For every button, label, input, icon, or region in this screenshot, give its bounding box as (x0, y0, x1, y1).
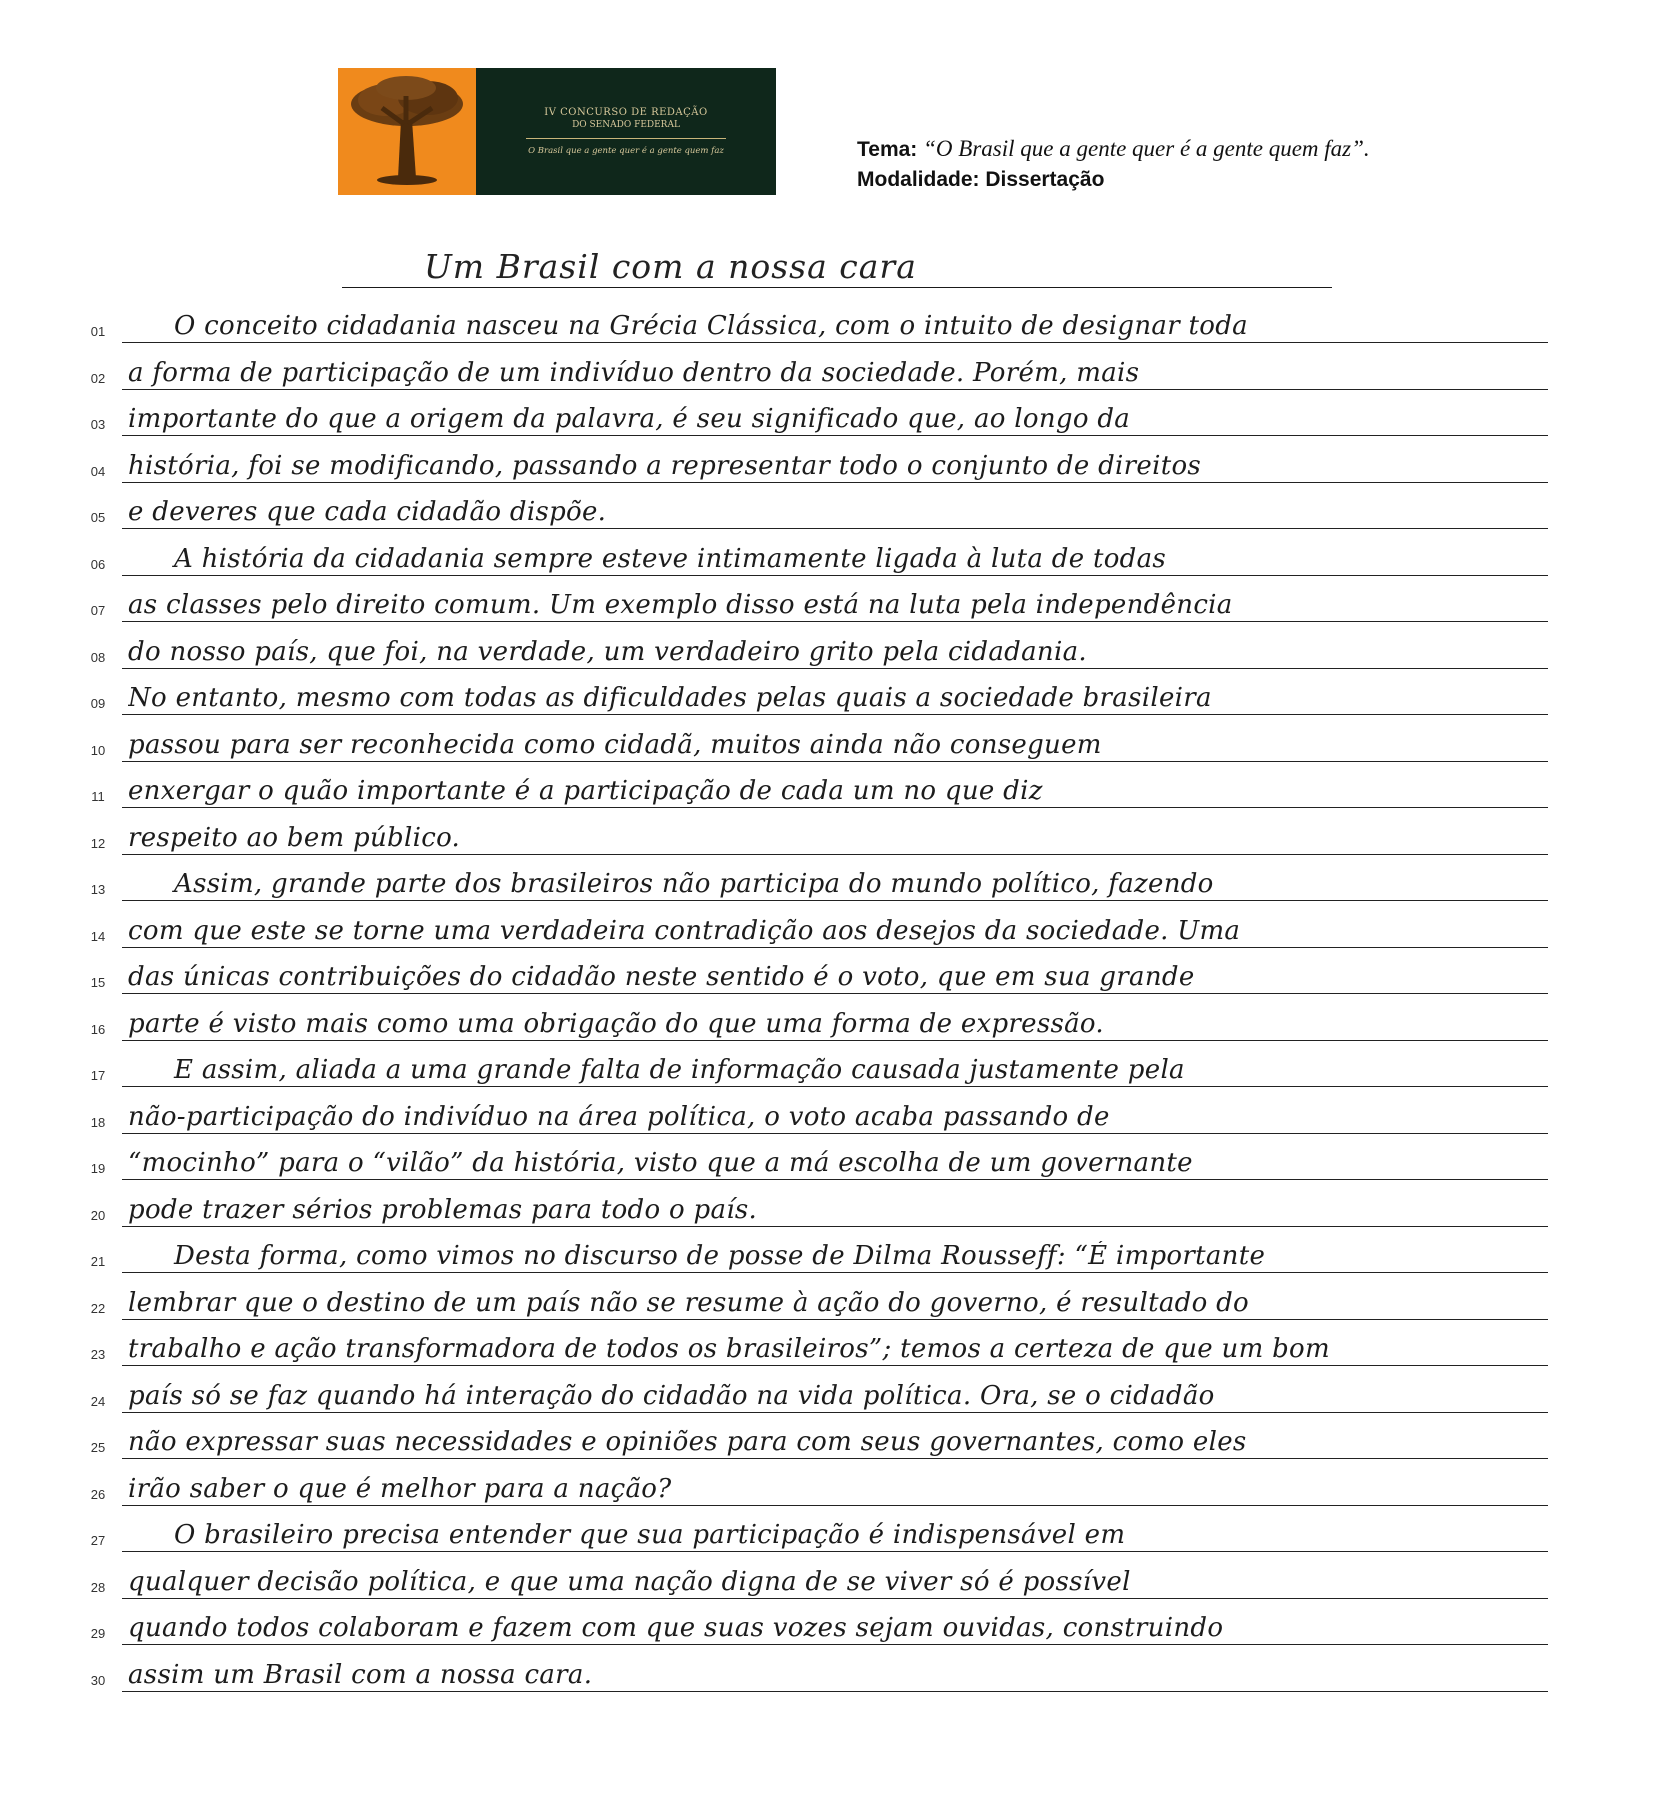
line-number: 19 (90, 1161, 106, 1176)
line-text: A história da cidadania sempre esteve intimamente ligada à luta de todas (174, 543, 1167, 574)
essay-line (78, 483, 1548, 530)
line-text: E assim, aliada a uma grande falta de informação causada justamente pela (174, 1055, 1185, 1085)
essay-line (78, 715, 1548, 762)
line-number: 09 (90, 696, 106, 711)
line-number: 10 (90, 742, 106, 758)
line-text: Desta forma, como vimos no discurso de posse de Dilma Rousseff: “É importante (174, 1241, 1266, 1271)
essay-line (78, 669, 1548, 716)
line-number: 17 (90, 1068, 106, 1083)
ruled-line (122, 1691, 1548, 1692)
line-text: O conceito cidadania nasceu na Grécia Clássica, com o intuito de designar toda (174, 311, 1248, 341)
line-number: 05 (90, 510, 106, 525)
logo-text-panel (476, 68, 776, 195)
line-number: 02 (90, 370, 106, 386)
essay-line (78, 1459, 1548, 1506)
line-text: parte é visto mais como uma obrigação do que uma forma de expressão. (128, 1008, 1104, 1039)
line-text: do nosso país, que foi, na verdade, um verdadeiro grito pela cidadania. (128, 636, 1087, 667)
essay-line (78, 1041, 1548, 1088)
logo-slogan: O Brasil que a gente quer é a gente quem faz (528, 146, 724, 156)
line-text: qualquer decisão política, e que uma nação digna de se viver só é possível (128, 1566, 1131, 1597)
line-text: não expressar suas necessidades e opiniões para com seus governantes, como eles (128, 1427, 1247, 1457)
line-text: O brasileiro precisa entender que sua participação é indispensável em (174, 1520, 1126, 1550)
essay-line (78, 529, 1548, 576)
line-text: quando todos colaboram e fazem com que suas vozes sejam ouvidas, construindo (128, 1613, 1224, 1643)
essay-line (78, 1227, 1548, 1274)
line-number: 03 (90, 417, 106, 432)
essay-line (78, 901, 1548, 948)
line-text: as classes pelo direito comum. Um exemplo disso está na luta pela independência (128, 590, 1233, 620)
essay-line (78, 1366, 1548, 1413)
contest-logo (338, 68, 776, 195)
essay-line (78, 1506, 1548, 1553)
line-text: com que este se torne uma verdadeira contradição aos desejos da sociedade. Uma (128, 915, 1241, 946)
line-number: 14 (90, 928, 106, 944)
essay-line (78, 436, 1548, 483)
line-number: 21 (90, 1254, 106, 1269)
line-text: “mocinho” para o “vilão” da história, visto que a má escolha de um governante (128, 1148, 1193, 1178)
line-number: 16 (90, 1021, 106, 1037)
line-text: importante do que a origem da palavra, é seu significado que, ao longo da (128, 404, 1131, 434)
theme-label: Tema: (857, 138, 918, 161)
line-number: 11 (91, 789, 105, 804)
line-text: enxergar o quão importante é a participação de cada um no que diz (128, 776, 1043, 806)
essay-title-line (342, 240, 1332, 288)
line-number: 18 (90, 1114, 106, 1130)
essay-line (78, 808, 1548, 855)
essay-line (78, 762, 1548, 809)
essay-line (78, 855, 1548, 902)
line-number: 26 (90, 1486, 106, 1502)
line-text: não-participação do indivíduo na área política, o voto acaba passando de (128, 1101, 1110, 1132)
essay-line (78, 1087, 1548, 1134)
line-text: assim um Brasil com a nossa cara. (128, 1659, 593, 1690)
line-number: 04 (90, 463, 106, 479)
logo-divider (526, 138, 726, 139)
line-text: história, foi se modificando, passando a representar todo o conjunto de direitos (128, 450, 1202, 481)
modality-line: Modalidade: Dissertação (857, 168, 1105, 191)
essay-line (78, 1273, 1548, 1320)
logo-line-2: DO SENADO FEDERAL (572, 120, 680, 130)
line-number: 15 (90, 975, 106, 990)
line-text: a forma de participação de um indivíduo dentro da sociedade. Porém, mais (128, 357, 1140, 388)
essay-line (78, 343, 1548, 390)
line-text: país só se faz quando há interação do cidadão na vida política. Ora, se o cidadão (128, 1380, 1215, 1411)
line-text: lembrar que o destino de um país não se resume à ação do governo, é resultado do (128, 1287, 1249, 1318)
essay-line (78, 576, 1548, 623)
essay-line (78, 1180, 1548, 1227)
tree-logo-icon (338, 68, 476, 195)
essay-title: Um Brasil com a nossa cara (424, 247, 917, 286)
essay-line (78, 994, 1548, 1041)
line-number: 08 (90, 649, 106, 665)
essay-line (78, 1645, 1548, 1692)
line-text: pode trazer sérios problemas para todo o país. (128, 1194, 758, 1225)
line-number: 06 (90, 556, 106, 572)
logo-line-1: IV CONCURSO DE REDAÇÃO (544, 107, 708, 118)
line-number: 30 (90, 1672, 106, 1688)
line-number: 23 (90, 1347, 106, 1362)
line-text: Assim, grande parte dos brasileiros não participa do mundo político, fazendo (174, 869, 1214, 899)
line-number: 01 (90, 324, 106, 339)
essay-line (78, 1134, 1548, 1181)
line-number: 22 (90, 1300, 106, 1316)
essay-line (78, 1320, 1548, 1367)
line-number: 07 (90, 603, 106, 618)
essay-line (78, 390, 1548, 437)
line-number: 25 (90, 1440, 106, 1455)
line-number: 29 (90, 1626, 106, 1641)
essay-line (78, 1552, 1548, 1599)
line-number: 28 (90, 1579, 106, 1595)
line-text: das únicas contribuições do cidadão neste sentido é o voto, que em sua grande (128, 962, 1195, 992)
line-text: trabalho e ação transformadora de todos os brasileiros”; temos a certeza de que um bom (128, 1334, 1330, 1364)
line-number: 12 (90, 835, 106, 851)
essay-line (78, 622, 1548, 669)
line-number: 27 (90, 1533, 106, 1548)
line-text: irão saber o que é melhor para a nação? (128, 1473, 672, 1504)
line-text: passou para ser reconhecida como cidadã, muitos ainda não conseguem (128, 729, 1102, 760)
essay-line (78, 948, 1548, 995)
line-text: No entanto, mesmo com todas as dificuldades pelas quais a sociedade brasileira (128, 683, 1212, 713)
line-number: 13 (90, 882, 106, 897)
essay-line (78, 1599, 1548, 1646)
essay-line (78, 1413, 1548, 1460)
theme-value: “O Brasil que a gente quer é a gente quem faz”. (923, 136, 1370, 161)
theme-line (857, 136, 1370, 162)
essay-line (78, 297, 1548, 344)
line-number: 24 (90, 1393, 106, 1409)
line-number: 20 (90, 1207, 106, 1223)
line-text: respeito ao bem público. (128, 822, 461, 853)
line-text: e deveres que cada cidadão dispõe. (128, 497, 607, 527)
